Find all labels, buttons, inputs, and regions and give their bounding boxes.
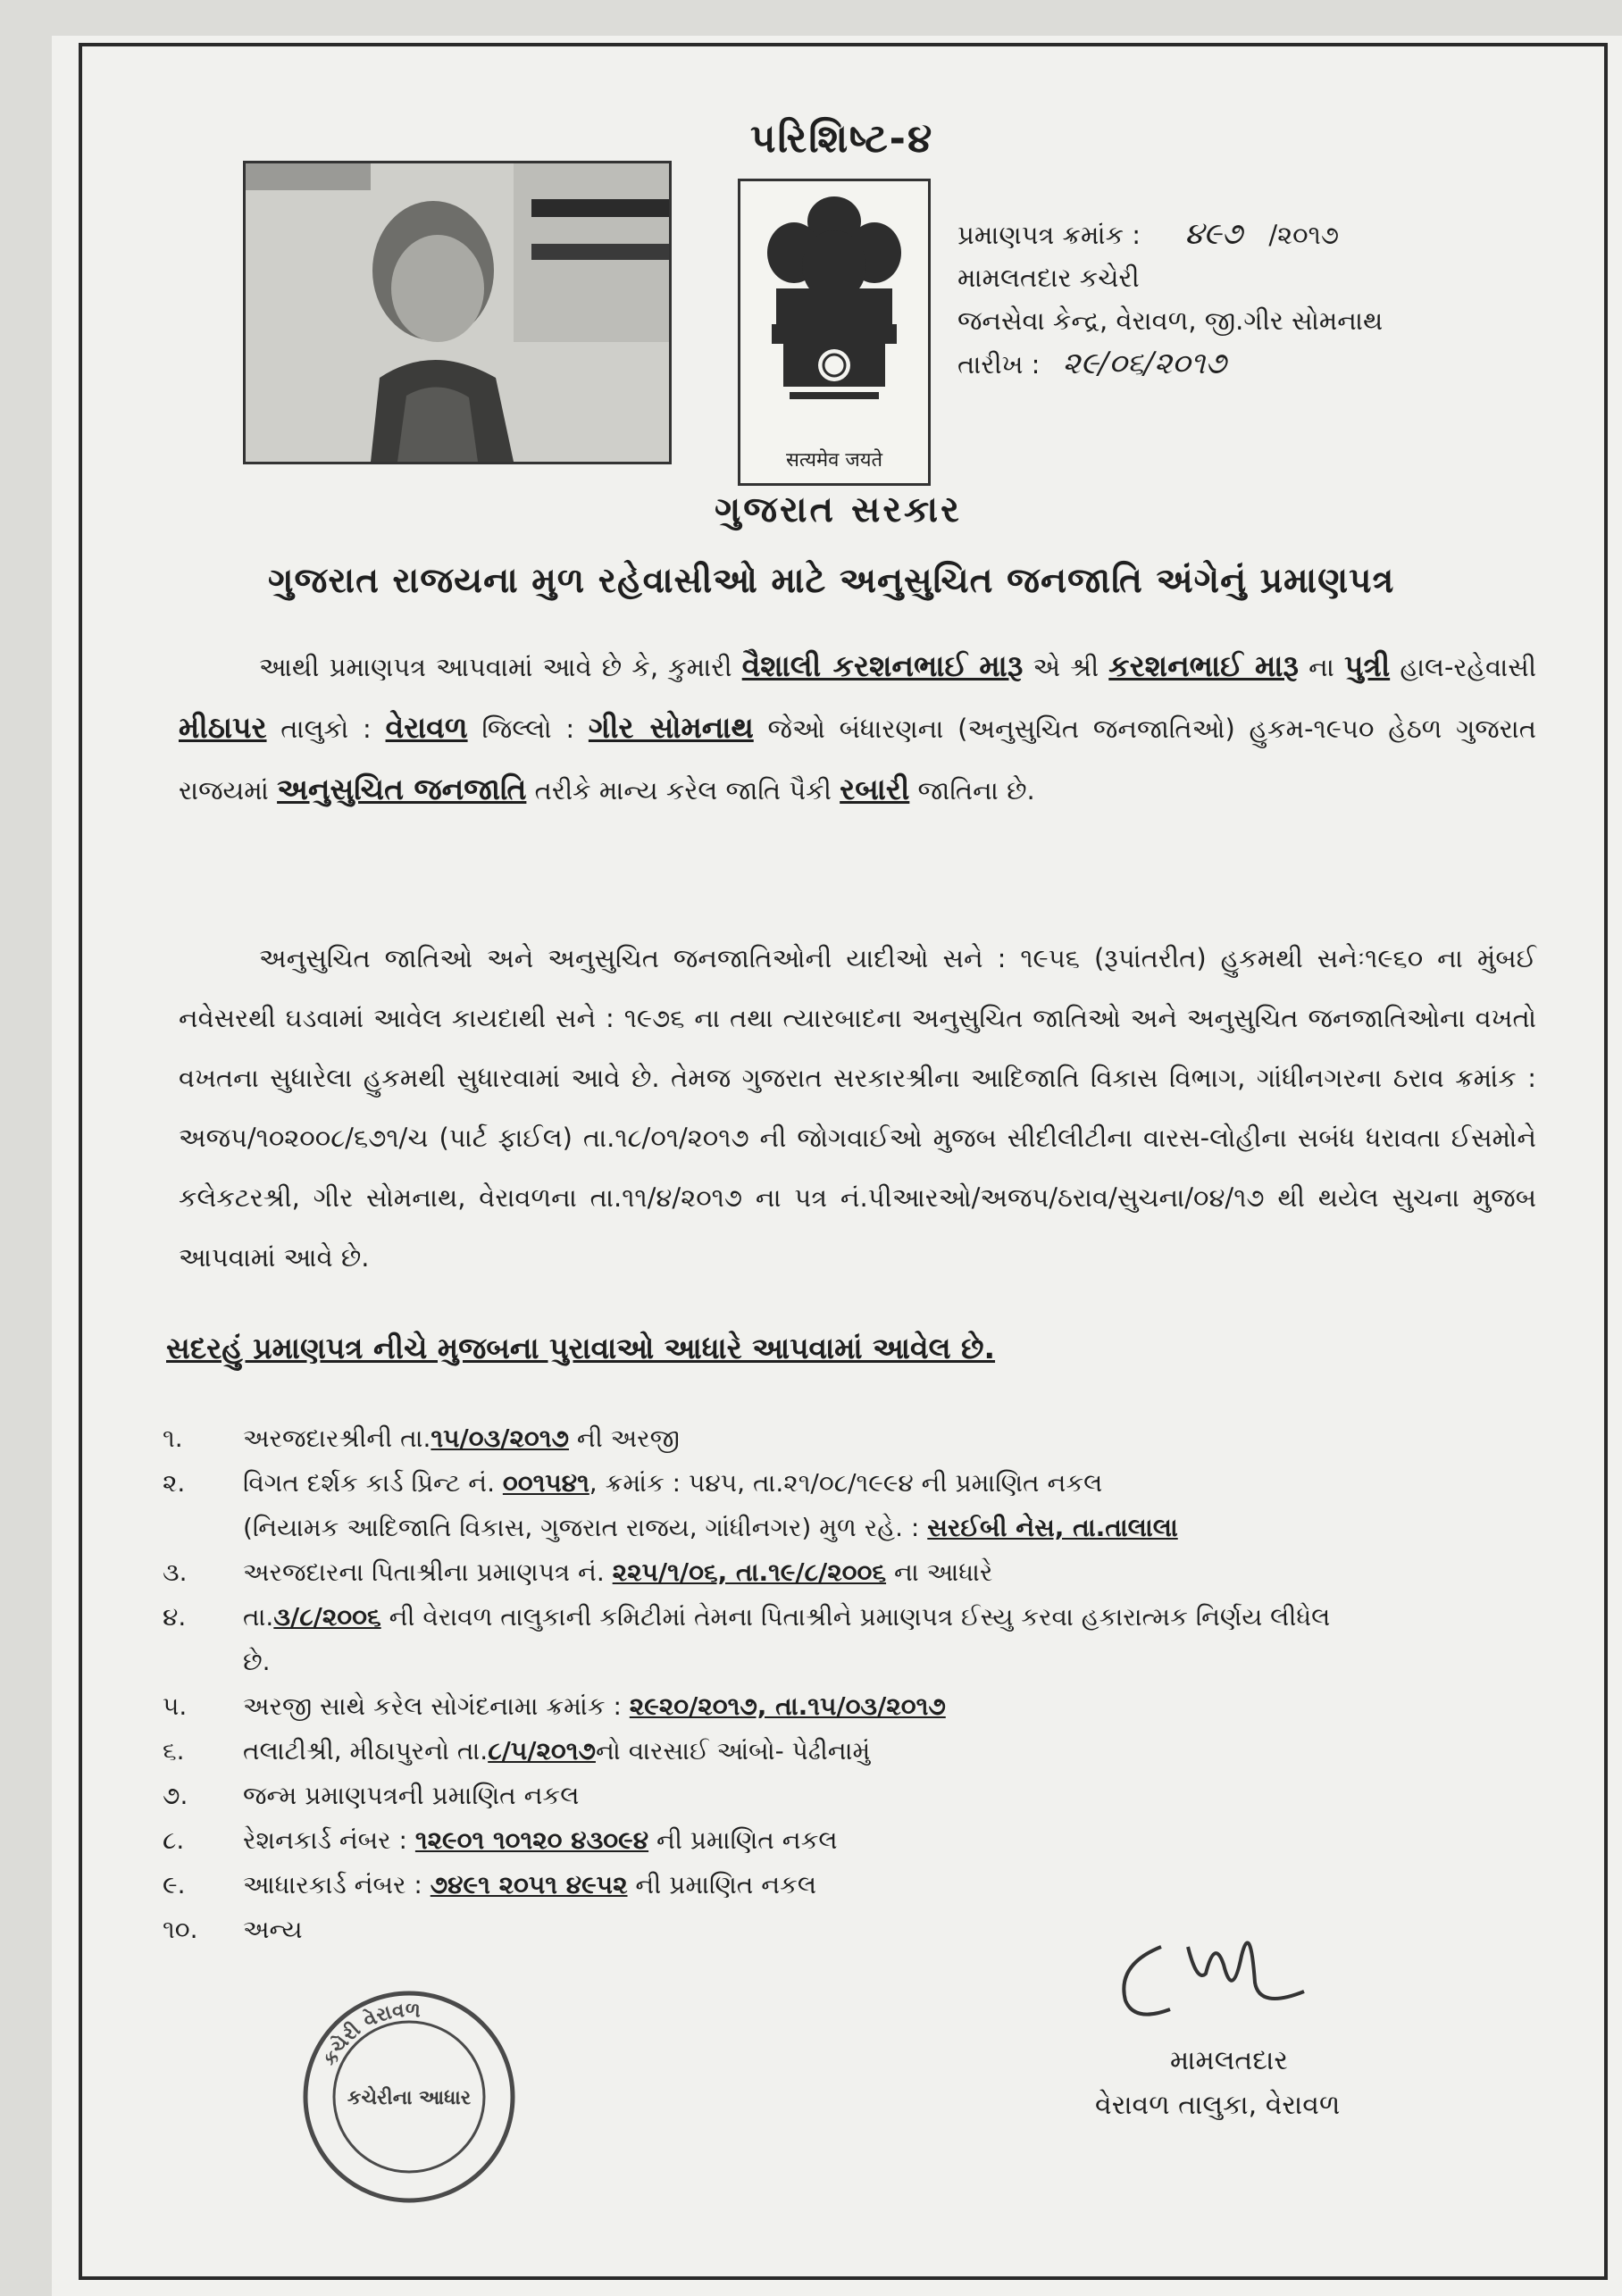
certificate-number-year: /૨૦૧૭: [1268, 220, 1339, 250]
evidence-text: [243, 1818, 1556, 1863]
evidence-number: ૧.: [163, 1424, 183, 1453]
village: મીઠાપર: [179, 710, 267, 745]
evidence-text-u: ૦૦૧૫૪૧: [502, 1468, 589, 1498]
caste-name: રબારી: [840, 772, 910, 806]
evidence-number: ૧૦.: [163, 1915, 198, 1944]
evidence-text-a: અરજદારના પિતાશ્રીના પ્રમાણપત્ર નં.: [243, 1557, 613, 1587]
applicant-name: વૈશાલી કરશનભાઈ મારૂ: [741, 648, 1024, 683]
evidence-text: [243, 1729, 1556, 1774]
evidence-text-a: છે.: [243, 1647, 271, 1676]
relation: પુત્રી: [1344, 648, 1391, 683]
evidence-list: [163, 1416, 1556, 1952]
evidence-text-a: (નિયામક આદિજાતિ વિકાસ, ગુજરાત રાજય, ગાંધીનગર) મુળ રહે. :: [243, 1513, 928, 1542]
certificate-title: ગુજરાત રાજયના મુળ રહેવાસીઓ માટે અનુસુચિત જનજાતિ અંગેનું પ્રમાણપત્ર: [268, 561, 1395, 601]
certificate-paragraph-2: [179, 929, 1536, 1288]
evidence-text-u: ૧૨૯૦૧ ૧૦૧૨૦ ૪૩૦૯૪: [414, 1825, 649, 1855]
para1-text-6: જિલ્લો :: [467, 714, 589, 744]
evidence-item: [163, 1416, 1556, 1461]
para1-text-4: હાલ-રહેવાસી: [1390, 652, 1537, 682]
evidence-number: ૪.: [163, 1602, 187, 1632]
evidence-number: ૨.: [163, 1468, 186, 1498]
evidence-text-b: ની અરજી: [568, 1424, 680, 1453]
signature: [1099, 1911, 1331, 2036]
evidence-text: [243, 1550, 1556, 1595]
evidence-number: ૯.: [163, 1870, 186, 1899]
lion-capital-icon: [740, 181, 928, 431]
evidence-text-b: ના આધારે: [886, 1557, 993, 1587]
evidence-text-b: નો વારસાઈ આંબો- પેઢીનામું: [595, 1736, 871, 1766]
evidence-number: ૩.: [163, 1557, 188, 1587]
signatory-title: મામલતદાર: [1170, 2045, 1288, 2076]
evidence-number: [163, 1640, 243, 1684]
father-name: કરશનભાઈ મારૂ: [1108, 648, 1299, 683]
evidence-number: ૭.: [163, 1781, 188, 1810]
taluka: વેરાવળ: [385, 710, 468, 745]
certificate-number-line: [957, 213, 1383, 256]
evidence-text: [243, 1863, 1556, 1908]
para1-text-5: તાલુકો :: [266, 714, 386, 744]
evidence-text: [243, 1416, 1556, 1461]
evidence-text-a: અરજી સાથે કરેલ સોગંદનામા ક્રમાંક :: [243, 1691, 630, 1721]
round-seal-icon: [300, 1988, 518, 2206]
evidence-item: [163, 1550, 1556, 1595]
para1-text-9: જાતિના છે.: [909, 775, 1035, 806]
seal-ring-text: કચેરી વેરાવળ: [318, 1999, 422, 2070]
evidence-text: [243, 1774, 1556, 1818]
evidence-item: [163, 1863, 1556, 1908]
evidence-item: [163, 1461, 1556, 1506]
certificate-paragraph-1: [179, 636, 1536, 821]
evidence-text-u: સરઈબી નેસ, તા.તાલાલા: [927, 1513, 1178, 1542]
signatory-office: વેરાવળ તાલુકા, વેરાવળ: [1095, 2090, 1341, 2121]
evidence-text-u: ૨૨૫/૧/૦૬, તા.૧૯/૮/૨૦૦૬: [612, 1557, 887, 1587]
legal-basis-text: અનુસુચિત જાતિઓ અને અનુસુચિત જનજાતિઓની યાદીઓ સને : ૧૯૫૬ (રૂપાંતરીત) હુકમથી સનેઃ૧૯૬૦ ના મુંબઈ નવેસરથી ઘડવામાં આવેલ કાયદાથી સને : ૧૯૭૬ ના તથા ત્યારબાદના અનુસુચિત જાતિઓ અને અનુસુચિત જનજાતિઓના વખતો વખતના સુધારેલા હુકમથી સુધારવામાં આવે છે. તેમજ ગુજરાત સરકારશ્રીના આદિજાતિ વિકાસ વિભાગ, ગાંધીનગરના ઠરાવ ક્રમાંક : અજપ/૧૦૨૦૦૮/૬૭૧/ચ (પાર્ટ ફાઈલ) તા.૧૮/૦૧/૨૦૧૭ ની જોગવાઈઓ મુજબ સીદીલીટીના વારસ-લોહીના સબંધ ધરાવતા ઈસમોને કલેકટરશ્રી, ગીર સોમનાથ, વેરાવળના તા.૧૧/૪/૨૦૧૭ ના પત્ર નં.પીઆરઓ/અજપ/ઠરાવ/સુચના/૦૪/૧૭ થી થયેલ સુચના મુજબ આપવામાં આવે છે.: [179, 943, 1536, 1273]
evidence-text-u: ૭૪૯૧ ૨૦૫૧ ૪૯૫૨: [430, 1870, 628, 1899]
evidence-text-a: વિગત દર્શક કાર્ડ પ્રિન્ટ નં.: [243, 1468, 503, 1498]
evidence-item: [163, 1774, 1556, 1818]
applicant-photo: [243, 161, 672, 464]
photo-image: [246, 163, 669, 462]
evidence-text-u: ૨૯૨૦/૨૦૧૭, તા.૧૫/૦૩/૨૦૧૭: [629, 1691, 946, 1721]
evidence-number: ૫.: [163, 1691, 188, 1721]
evidence-text-b: ની પ્રમાણિત નકલ: [648, 1825, 838, 1855]
para1-text-3: ના: [1299, 652, 1345, 682]
date-handwritten: ૨૯/૦૬/૨૦૧૭: [1062, 346, 1226, 381]
certificate-info: [957, 213, 1383, 386]
evidence-text: [243, 1595, 1556, 1640]
para1-text-7: જેઓ બંધારણના (અનુસુચિત જનજાતિઓ) હુકમ-૧૯૫૦ હેઠળ ગુજરાત રાજયમાં: [179, 714, 1537, 806]
certificate-number-handwritten: ૪૯૭: [1184, 216, 1243, 252]
tribe-category: અનુસુચિત જનજાતિ: [277, 772, 527, 806]
evidence-number: ૬.: [163, 1736, 185, 1766]
para1-text-8: તરીકે માન્ય કરેલ જાતિ પૈકી: [526, 775, 840, 806]
evidence-text: [243, 1461, 1556, 1506]
office-address: જનસેવા કેન્દ્ર, વેરાવળ, જી.ગીર સોમનાથ: [957, 305, 1384, 336]
seal-center-text: કચેરીના આધાર: [347, 2087, 472, 2109]
national-emblem: [738, 179, 931, 486]
office-seal: [300, 1988, 518, 2206]
evidence-text: [243, 1640, 1556, 1684]
evidence-text: [243, 1506, 1556, 1550]
evidence-number: ૮.: [163, 1825, 185, 1855]
para1-text-1: આથી પ્રમાણપત્ર આપવામાં આવે છે કે, કુમારી: [259, 652, 742, 682]
evidence-item: [163, 1684, 1556, 1729]
evidence-heading: સદરહું પ્રમાણપત્ર નીચે મુજબના પુરાવાઓ આધારે આપવામાં આવેલ છે.: [166, 1331, 996, 1365]
evidence-item: [163, 1595, 1556, 1640]
emblem-motto: सत्यमेव जयते: [785, 449, 883, 472]
certificate-number-label: પ્રમાણપત્ર ક્રમાંક :: [957, 220, 1141, 250]
evidence-item: [163, 1729, 1556, 1774]
evidence-text-u: ૧૫/૦૩/૨૦૧૭: [431, 1424, 569, 1453]
evidence-text: [243, 1684, 1556, 1729]
district: ગીર સોમનાથ: [588, 710, 754, 745]
evidence-item: [163, 1640, 1556, 1684]
evidence-text-a: જન્મ પ્રમાણપત્રની પ્રમાણિત નકલ: [243, 1781, 580, 1810]
evidence-text-a: આધારકાર્ડ નંબર :: [243, 1870, 431, 1899]
evidence-text-a: રેશનકાર્ડ નંબર :: [243, 1825, 415, 1855]
evidence-text-a: તા.: [243, 1602, 274, 1632]
evidence-text-a: તલાટીશ્રી, મીઠાપુરનો તા.: [243, 1736, 489, 1766]
evidence-text-a: અરજદારશ્રીની તા.: [243, 1424, 431, 1453]
signature-scribble: [1099, 1911, 1331, 2036]
evidence-text-a: અન્ય: [243, 1915, 303, 1944]
evidence-item: [163, 1506, 1556, 1550]
appendix-title: પરિશિષ્ટ-૪: [750, 116, 934, 162]
evidence-text-b: ની વેરાવળ તાલુકાની કમિટીમાં તેમના પિતાશ્રીને પ્રમાણપત્ર ઈસ્યુ કરવા હકારાત્મક નિર્ણય લીધેલ: [380, 1602, 1331, 1632]
evidence-number: [163, 1506, 243, 1550]
government-label: ગુજરાત સરકાર: [715, 489, 962, 530]
date-label: તારીખ :: [957, 349, 1041, 380]
evidence-text-u: ૩/૮/૨૦૦૬: [273, 1602, 381, 1632]
evidence-item: [163, 1908, 1556, 1952]
evidence-text-b: ની પ્રમાણિત નકલ: [627, 1870, 816, 1899]
evidence-item: [163, 1818, 1556, 1863]
certificate-date-line: [957, 342, 1383, 386]
office-name: મામલતદાર કચેરી: [957, 263, 1140, 293]
evidence-text-b: , ક્રમાંક : ૫૪૫, તા.૨૧/૦૮/૧૯૯૪ ની પ્રમાણિત નકલ: [589, 1468, 1103, 1498]
evidence-text: [243, 1908, 1556, 1952]
evidence-text-u: ૮/૫/૨૦૧૭: [488, 1736, 596, 1766]
para1-text-2: એ શ્રી: [1023, 652, 1109, 682]
